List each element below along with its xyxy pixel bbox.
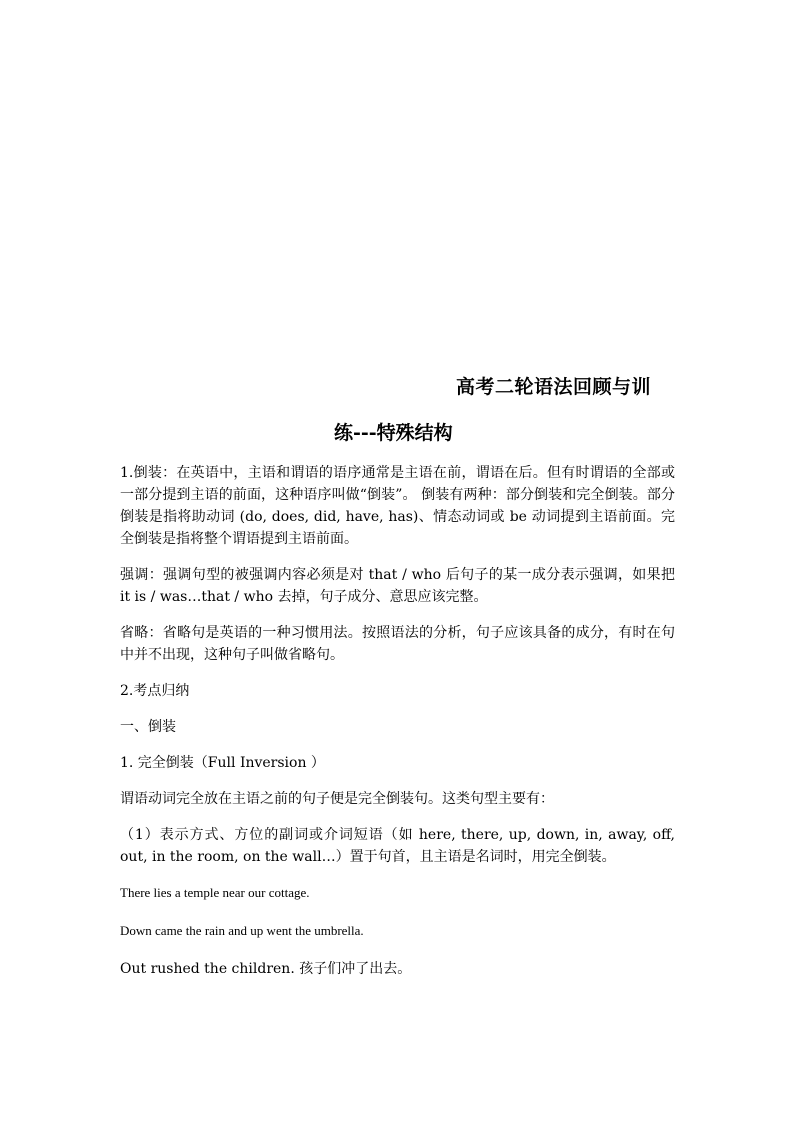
example-sentence-2: Down came the rain and up went the umbrella.: [120, 923, 364, 938]
example-sentence-3: Out rushed the children. 孩子们冲了出去。: [120, 961, 412, 977]
paragraph-full-inversion-intro: 谓语动词完全放在主语之前的句子便是完全倒装句。这类句型主要有：: [120, 791, 554, 807]
paragraph-emphasis-definition: 强调：强调句型的被强调内容必须是对 that / who 后句子的某一成分表示强调，如果把 it is / was…that / who 去掉，句子成分、意思应该完整。: [120, 567, 675, 605]
paragraph-ellipsis-definition: 省略：省略句是英语的一种习惯用法。按照语法的分析，句子应该具备的成分，有时在句中并不出现，这种句子叫做省略句。: [120, 625, 675, 663]
example-sentence-1: There lies a temple near our cottage.: [120, 885, 310, 900]
section-heading-key-points: 2.考点归纳: [120, 683, 190, 699]
document-body: [120, 462, 675, 994]
document-title-line-2: 练---特殊结构: [334, 422, 453, 444]
paragraph-rule-1: （1）表示方式、方位的副词或介词短语（如 here, there, up, down, in, away, off, out, in the room, on the wall…）置于句首，且主语是名词时，用完全倒装。: [120, 827, 675, 865]
subheading-full-inversion: 1. 完全倒装（Full Inversion ）: [120, 755, 325, 771]
section-heading-inversion: 一、倒装: [120, 719, 176, 735]
document-title-line-1: 高考二轮语法回顾与训: [456, 376, 652, 398]
paragraph-inversion-definition: 1.倒装：在英语中，主语和谓语的语序通常是主语在前，谓语在后。但有时谓语的全部或一部分提到主语的前面，这种语序叫做“倒装”。 倒装有两种：部分倒装和完全倒装。部分倒装是指将助动词 (do, does, did, have, has)、情态动词或 be 动词提到主语前面。完全倒装是指将整个谓语提到主语前面。: [120, 465, 675, 547]
